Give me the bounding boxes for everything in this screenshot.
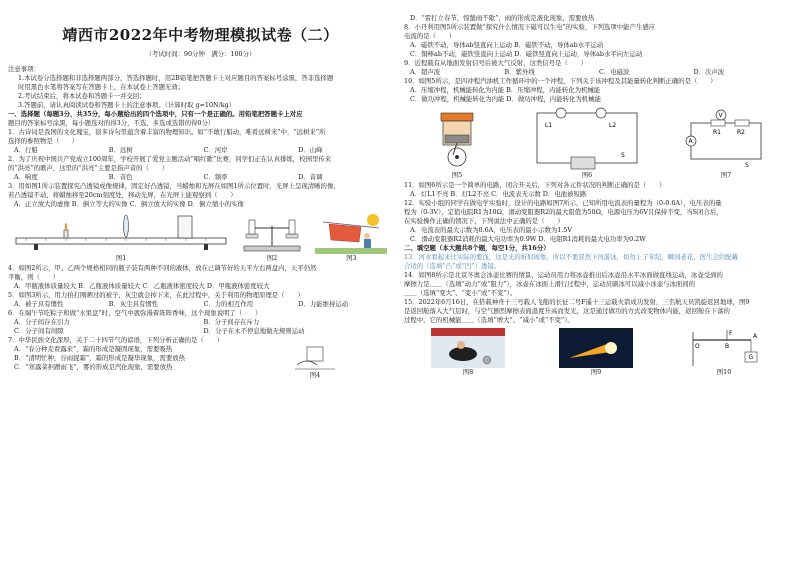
figures-1-3	[8, 212, 393, 262]
figure-8	[431, 328, 505, 376]
question-1: 1．古诗词是我国的文化瑰宝，很多诗句里蕴含着丰富的物理知识。如“不敢行船动，唯看远树来”中，“远树来”所	[8, 128, 326, 136]
question-5-options	[8, 300, 393, 309]
question-5: 5．如图3所示，用力拍打刚晒过的被子，灰尘就会掉下来，在此过程中，关于利用的物理原理是（ ）	[8, 291, 304, 299]
question-12: 12．实验小组的同学在做电学实验时，设计的电路如图7所示，已知所用电流表的量程为（0-0.6A），电压表的量	[404, 199, 722, 207]
figure-1	[14, 212, 229, 262]
label-b: B	[725, 343, 730, 350]
simple-circuit-illustration	[531, 107, 643, 171]
option: C．做功冲程，机械能转化为内能 D．做功冲程，内能转化为机械能	[410, 95, 601, 103]
question-13-cont: 合适的（选填“凸”或“凹”）透镜。	[404, 262, 501, 270]
question-14-cont: 摩擦力是＿＿（选填“动力”或“阻力”），冰壶在冰面上滑行过程中，运动员刷冰可以减小冰壶与冰面间的	[404, 280, 696, 288]
note-line: 2.考试结束后，将本试卷和答题卡一并交回；	[18, 92, 146, 100]
question-4: 4．如图2所示，甲、乙两个规格相同的瓶子装有两种不同的液体，放在已调节好的天平左右两盘内，天平仍然	[8, 264, 317, 272]
option: C．“寒露菜担蹭雨飞”，雾的形成是汽化现象，需要放热	[14, 363, 173, 371]
engine-stroke-illustration	[425, 107, 489, 171]
figure-6-caption: 图6	[581, 171, 593, 179]
option: A．分子间存在引力	[14, 318, 70, 326]
label-r1: R1	[713, 129, 721, 136]
question-2-options	[8, 173, 393, 182]
option: C．分子间有间隙	[14, 327, 64, 335]
label-ammeter: A	[688, 138, 693, 145]
question-3: 3．用如图1所示装置探究凸透镜成像规律，固定好凸透镜，当蜡烛和光屏在如图1所示位置时，光屏上呈现清晰的像，	[8, 182, 340, 190]
question-4-cont: 平衡，则（ ）	[8, 273, 60, 281]
label-switch: S	[745, 162, 749, 169]
section-2-heading: 二、填空题（本大题共8个题，每空1分，共16分）	[404, 244, 550, 252]
option: C．河岸	[203, 146, 228, 154]
option: B．“清明忙种，谷雨捉霜”，霜的形成是凝华现象，需要放热	[14, 354, 185, 362]
option: C．力的相互作用	[203, 300, 254, 308]
question-11-options: A．灯L1不亮 B．灯L2不亮 C．电流表无示数 D．电池被短路	[410, 190, 587, 198]
option: A．行船	[14, 146, 38, 154]
question-13: 13．河水看起来比实际的要浅，这是光的折射现象，所以不要冒然下河游泳，切勿上了年纪，瞬间老花，医生会给配戴	[404, 253, 739, 261]
question-9: 9．近程载有从地面发射信号后被大气反射，这类信号是（ ）	[404, 59, 588, 67]
question-14: 14．如图8所示是北京冬奥会冰壶比赛的情景，运动员用力将冰壶推出后冰壶沿水平冰面做直线运动，冰壶受到的	[404, 271, 723, 279]
question-11: 11．如图6所示是一个简单的电路，闭合开关后，下列对各元件状况的判断正确的是（ ）	[404, 181, 666, 189]
figure-9	[559, 328, 633, 376]
question-8-cont: 电流的是（ ）	[404, 32, 456, 40]
question-15-cont: 是返回舱落入大气层时，与空气剧烈摩擦表面温度升高而发光，这是通过做功的方式改变物体内能，返回舱在下落的	[404, 307, 730, 315]
option: D．音调	[298, 173, 323, 181]
figure-2	[240, 212, 304, 262]
figure-7	[685, 107, 767, 179]
question-6: 6．在端午节吃粽子和做“水果盘”时，空气中就弥漫着阵阵香味，这个现象说明了（ ）	[8, 309, 262, 317]
figure-7-caption: 图7	[720, 171, 732, 179]
option: A．被子具有惯性	[14, 300, 64, 308]
page-title: 靖西市2022年中考物理模拟试卷（二）	[62, 26, 339, 44]
lever-illustration	[687, 328, 761, 368]
figure-10	[687, 328, 761, 376]
figures-8-10	[404, 328, 788, 376]
section-1-heading-cont: 题目的答案标号涂黑，每小题选对的得3分，不选、多选或选错的得0分）	[8, 119, 215, 127]
option: D．次声波	[693, 68, 725, 76]
question-2: 2．为了庆祝中国共产党成立100周年，学校开展了爱党主题活动“唱红歌”比赛，同学们正在认真排练，校园里传来	[8, 155, 332, 163]
option: C．铜棒ab不动，磁铁竖直向上运动 D．磁铁竖直向上运动，导体ab水平向左运动	[410, 50, 643, 58]
option: B．灰尘具有惯性	[108, 300, 159, 308]
balance-illustration	[240, 212, 304, 254]
figure-5-caption: 图5	[451, 171, 463, 179]
question-12-cont: 在实验操作正确的情况下，下列说法中正确的是（ ）	[404, 217, 564, 225]
question-6-options-row2	[8, 327, 393, 336]
option: B．紫外线	[504, 68, 535, 76]
label-l2: L2	[609, 122, 617, 129]
option: A．磁铁不动，导体ab竖直向上运动 B．磁铁不动，导体ab水平运动	[410, 41, 604, 49]
figure-5	[425, 107, 489, 179]
option: A．“春分种麦看露来”，霜的形成是凝固现象，需要吸热	[14, 345, 173, 353]
magnet-illustration	[293, 345, 337, 371]
figure-2-caption: 图2	[266, 254, 278, 262]
reentry-capsule-photo	[559, 328, 633, 368]
question-2-cont: 的“洪亮”的歌声，这里的“洪亮”主要是指声音的（ ）	[8, 164, 169, 172]
figures-5-7	[404, 107, 788, 179]
question-10: 10．如图5所示，是四冲程汽油机工作循环中的一个冲程，下列关于该冲程及其能量转化判断正确的是（ ）	[404, 77, 717, 85]
figure-10-caption: 图10	[716, 368, 732, 376]
figure-1-caption: 图1	[115, 254, 127, 262]
left-column	[8, 0, 393, 379]
note-line: 3.答题前，请认真阅读试卷和答题卡上的注意事项。（计算时取 g=10N/kg）	[18, 101, 236, 109]
figure-4	[293, 345, 337, 379]
option: C．频率	[203, 173, 228, 181]
option: D．力能维持运动	[298, 300, 349, 308]
note-line: 1.本试卷分选择题和非选择题两部分，答选择题时，用2B铅笔把答题卡上对应题目的答案标号涂黑，答非选择题	[18, 74, 334, 82]
option: A．超声波	[410, 68, 441, 76]
label-f: F	[729, 330, 733, 337]
question-12-cont: 程为（0-3V），定值电阻R1为10Ω，滑动变阻器R2的最大阻值为50Ω，电源电压为6V且保持不变，当S闭合后，	[404, 208, 723, 216]
option: B．分子间存在斥力	[203, 318, 260, 326]
section-1-heading: 一、选择题（每题3分，共35分，每小题给出的四个选项中，只有一个是正确的。用铅笔把答题卡上对应	[8, 110, 303, 118]
figure-6	[531, 107, 643, 179]
label-g: G	[748, 354, 754, 361]
right-column	[404, 0, 788, 378]
label-a: A	[753, 333, 758, 340]
option: D．“雷打立春节，惊蛰雨不歇”，雨的形成是液化现象，需要放热	[410, 14, 595, 22]
question-15: 15．2022年6月16日，在搭载神舟十三号载人飞船的长征二号F遥十三运载火箭成功发射，三名航天员凯旋返回地球，图9	[404, 298, 750, 306]
note-line: 时用黑色水笔将答案写在答题卡上，在本试卷上答题无效；	[18, 83, 185, 91]
label-l1: L1	[545, 122, 553, 129]
quilt-beating-illustration	[315, 212, 387, 254]
question-15-cont: 过程中，它的机械能＿＿（选填“增大”、“减小”或“不变”）。	[404, 316, 574, 324]
question-9-options	[404, 68, 788, 77]
option: A．响度	[14, 173, 38, 181]
label-voltmeter: V	[718, 112, 723, 119]
option: A．压缩冲程，机械能转化为内能 B．压缩冲程，内能转化为机械能	[410, 86, 601, 94]
option: A．电流表的最大示数为0.6A，电压表的最小示数为1.5V	[410, 226, 572, 234]
circuit-with-meters-illustration	[685, 107, 767, 171]
question-3-options: A．正立放大的虚像 B．倒立等大的实像 C．倒立放大的实像 D．倒立缩小的实像	[14, 200, 244, 208]
exam-info: （考试时间：90分钟 满分：100分）	[145, 50, 256, 58]
question-8: 8．小丹利用图5所示装置做“探究什么情况下磁可以生电”的实验，下列选项中能产生感应	[404, 23, 656, 31]
question-4-options: A．甲瓶液体质量较大 B．乙瓶液体质量较大 C．乙瓶液体密度较大 D．甲瓶液体密度较大	[14, 282, 270, 290]
option: B．远树	[108, 146, 133, 154]
figure-9-caption: 图9	[590, 368, 602, 376]
question-14-cont: ＿＿（选填“变大”、“变小”或“不变”）。	[404, 289, 517, 297]
question-6-options-row1	[8, 318, 393, 327]
option: D．分子在永不停息地做无规则运动	[203, 327, 305, 335]
question-7: 7．中华民族文化深厚，关于二十四节气的谚语，下列分析正确的是（ ）	[8, 336, 223, 344]
optical-bench-illustration	[14, 212, 229, 254]
option: B．音色	[108, 173, 133, 181]
figure-3	[315, 212, 387, 262]
notes-heading: 注意事项：	[8, 65, 40, 73]
label-r2: R2	[737, 129, 745, 136]
question-3-cont: 若凸透镜不动，将蜡烛移至20cm刻度处，移动光屏，在光屏上能观察到（ ）	[8, 191, 237, 199]
figure-8-caption: 图8	[462, 368, 474, 376]
figure-3-caption: 图3	[346, 254, 357, 262]
question-1-options	[8, 146, 393, 155]
label-s: S	[621, 152, 625, 159]
figure-4-caption: 图4	[309, 371, 321, 379]
option: D．山峰	[298, 146, 323, 154]
option: C．滑动变阻器R2消耗的最大电功率为0.9W D．电阻R1消耗的最大电功率为0.2W	[410, 235, 646, 243]
option: C．电磁波	[599, 68, 630, 76]
label-o: O	[695, 343, 700, 350]
question-1-cont: 选择的参照物是（ ）	[8, 137, 79, 145]
curling-photo	[431, 328, 505, 368]
